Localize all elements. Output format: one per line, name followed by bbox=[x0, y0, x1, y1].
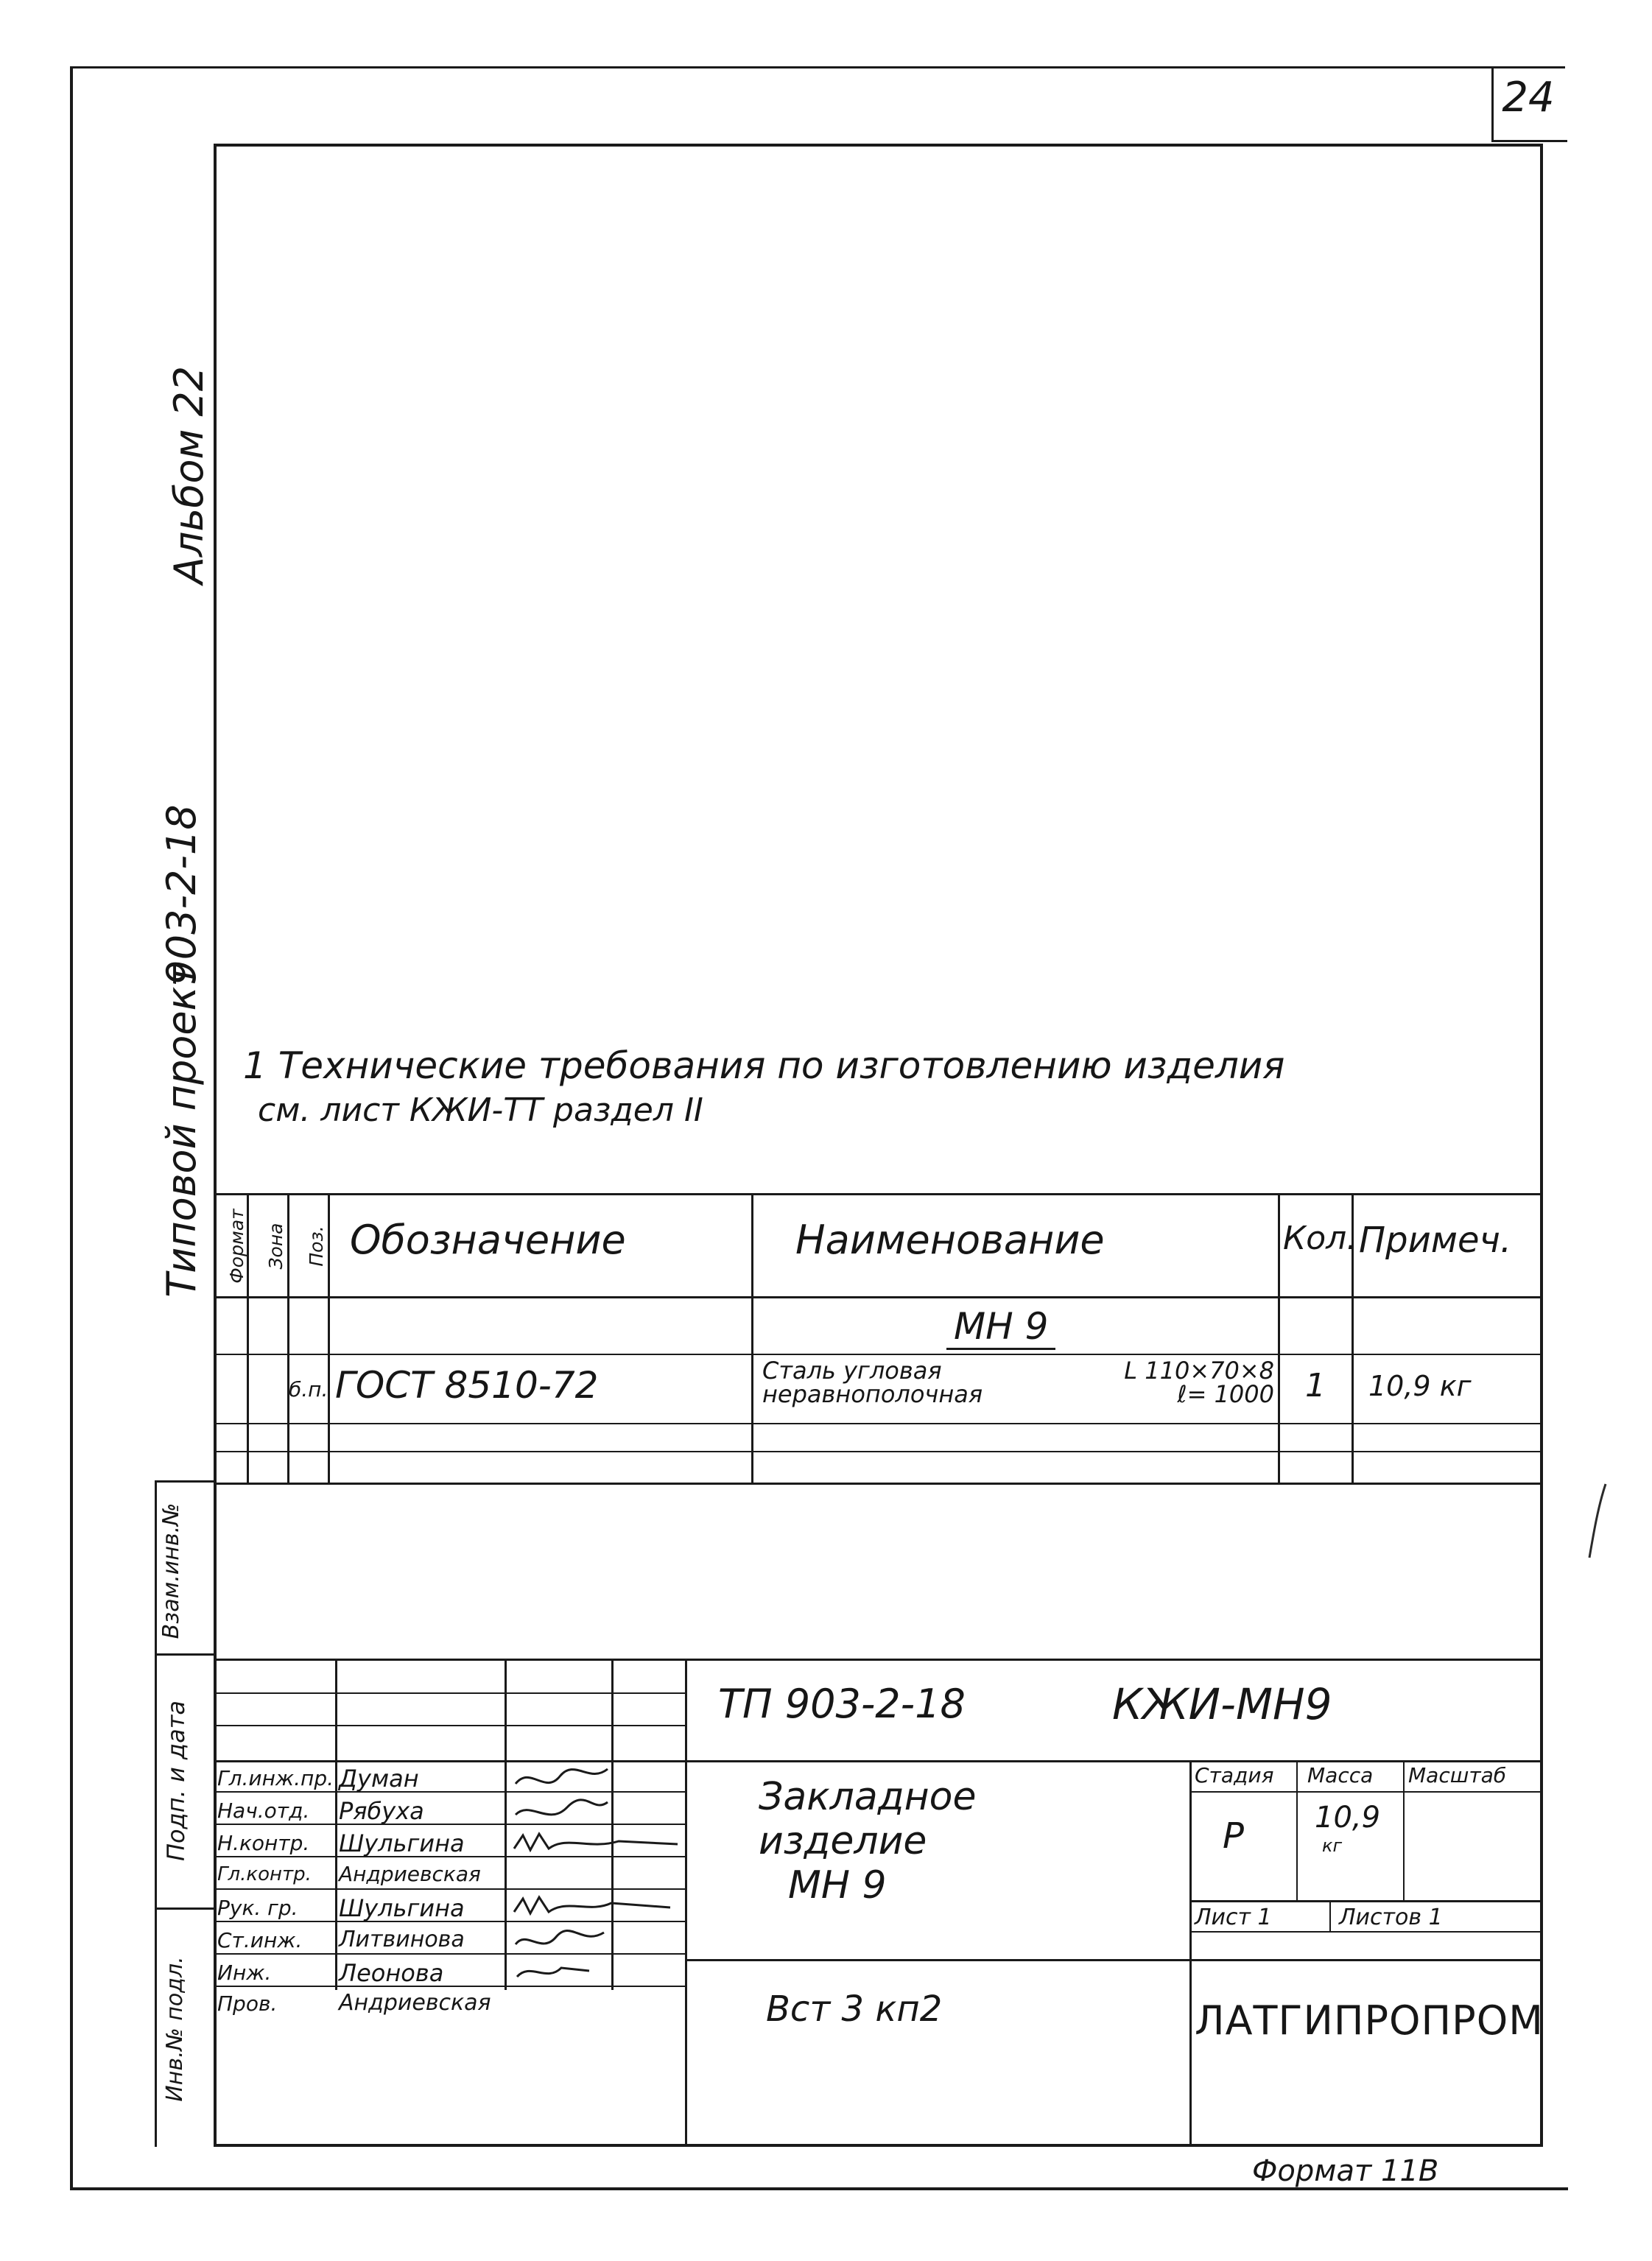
tb-col-rule-info bbox=[1189, 1760, 1192, 2147]
tb-top-rule bbox=[214, 1659, 1543, 1661]
tb-name-1: Думан bbox=[339, 1765, 419, 1793]
project-label: Типовой проект bbox=[158, 963, 205, 1298]
row-length: ℓ= 1000 bbox=[1177, 1380, 1274, 1408]
header-designation: Обозначение bbox=[350, 1217, 626, 1263]
tb-item-name-line-2: изделие bbox=[759, 1819, 927, 1863]
tb-name-4: Андриевская bbox=[339, 1862, 481, 1886]
tb-name-7: Леонова bbox=[339, 1959, 444, 1987]
tb-name-8: Андриевская bbox=[339, 1990, 491, 2016]
side-stamp-vzam-inv: Взам.инв.№ bbox=[158, 1502, 184, 1639]
side-stamp-rule-2 bbox=[155, 1907, 214, 1910]
tb-name-3: Шульгина bbox=[339, 1829, 465, 1857]
tb-item-name bbox=[759, 1775, 976, 1907]
tb-item-name-line-3: МН 9 bbox=[788, 1863, 887, 1907]
row-designation: ГОСТ 8510-72 bbox=[335, 1364, 599, 1407]
tb-stage-label: Стадия bbox=[1195, 1763, 1274, 1787]
tb-organization: ЛАТГИПРОПРОМ bbox=[1195, 1997, 1544, 2044]
tb-stage-label-rule bbox=[1189, 1791, 1543, 1793]
tb-col-rule-scale bbox=[1403, 1760, 1405, 1900]
header-qty: Кол. bbox=[1283, 1220, 1357, 1257]
row-name-line-1: Сталь угловая bbox=[762, 1357, 942, 1385]
header-format: Формат bbox=[226, 1209, 247, 1284]
header-name: Наименование bbox=[795, 1217, 1105, 1263]
spec-table-bottom-rule bbox=[214, 1483, 1543, 1485]
tb-material-top-rule bbox=[685, 1959, 1543, 1961]
group-title: МН 9 bbox=[946, 1305, 1055, 1350]
project-code: 903-2-18 bbox=[158, 804, 205, 985]
row-note: 10,9 кг bbox=[1368, 1370, 1472, 1402]
tb-role-8: Пров. bbox=[217, 1991, 278, 2016]
tb-name-5: Шульгина bbox=[339, 1894, 465, 1922]
tb-role-2: Нач.отд. bbox=[217, 1798, 310, 1823]
tb-col-rule-sheets bbox=[1329, 1900, 1331, 1931]
tb-material: Вст 3 кп2 bbox=[766, 1989, 943, 2030]
spec-table-top-rule bbox=[214, 1193, 1543, 1195]
tb-role-3: Н.контр. bbox=[217, 1831, 310, 1855]
album-label: Альбом 22 bbox=[166, 365, 212, 585]
tb-role-6: Ст.инж. bbox=[217, 1928, 303, 1952]
row-profile: L 110×70×8 bbox=[1124, 1357, 1274, 1385]
tb-scale-label: Масштаб bbox=[1408, 1763, 1507, 1787]
header-note: Примеч. bbox=[1359, 1220, 1512, 1261]
row-qty: 1 bbox=[1305, 1367, 1326, 1404]
side-stamp-inv-podl: Инв.№ подл. bbox=[162, 1956, 188, 2102]
header-zone: Зона bbox=[265, 1223, 287, 1270]
tb-mass: 10,9 bbox=[1315, 1801, 1381, 1835]
tb-col-rule-name bbox=[505, 1659, 507, 1990]
tb-col-rule-mass bbox=[1296, 1760, 1298, 1900]
spec-col-rule-name bbox=[1278, 1193, 1280, 1483]
tb-sheets-bottom-rule bbox=[1189, 1931, 1543, 1933]
tb-sheets-label: Листов 1 bbox=[1339, 1905, 1443, 1930]
note-line-2: см. лист КЖИ-ТТ раздел II bbox=[258, 1091, 703, 1129]
tb-doc-mark: КЖИ-МН9 bbox=[1112, 1679, 1332, 1729]
tb-name-2: Рябуха bbox=[339, 1797, 424, 1825]
tb-mass-label: Масса bbox=[1307, 1763, 1374, 1787]
tb-mass-unit: кг bbox=[1322, 1835, 1343, 1856]
row-size bbox=[1112, 1359, 1274, 1406]
tb-sheets-rule bbox=[1189, 1900, 1543, 1902]
tb-name-6: Литвинова bbox=[339, 1927, 465, 1952]
sheet-top-rule bbox=[70, 66, 1565, 68]
spec-col-rule-designation bbox=[751, 1193, 753, 1483]
row-name-line-2: неравнополочная bbox=[762, 1380, 983, 1408]
side-stamp-podp-data: Подп. и дата bbox=[162, 1701, 190, 1861]
tb-role-4: Гл.контр. bbox=[217, 1863, 312, 1885]
tb-blank-rule-2 bbox=[214, 1725, 685, 1726]
row-pos: б.п. bbox=[289, 1377, 328, 1402]
tb-stage: Р bbox=[1223, 1815, 1244, 1857]
sheet-number: 24 bbox=[1502, 74, 1555, 122]
signatures bbox=[508, 1762, 700, 1990]
spec-row-rule-2 bbox=[214, 1423, 1543, 1424]
tb-code-bottom-rule bbox=[214, 1760, 1543, 1762]
tb-item-name-line-1: Закладное bbox=[759, 1775, 977, 1819]
margin-mark bbox=[1584, 1480, 1613, 1561]
spec-row-rule-3 bbox=[214, 1451, 1543, 1452]
spec-header-bottom-rule bbox=[214, 1296, 1543, 1298]
tb-role-5: Рук. гр. bbox=[217, 1896, 298, 1920]
note-line-1: 1 Техничеcкие требования по изготовлению изделия bbox=[243, 1044, 1285, 1087]
header-pos: Поз. bbox=[306, 1226, 327, 1267]
tb-role-1: Гл.инж.пр. bbox=[217, 1766, 334, 1790]
tb-format: Формат 11В bbox=[1252, 2154, 1439, 2188]
spec-row-rule-1 bbox=[214, 1354, 1543, 1355]
tb-role-7: Инж. bbox=[217, 1961, 272, 1985]
tb-doc-code: ТП 903-2-18 bbox=[718, 1681, 966, 1727]
tb-sheet-label: Лист 1 bbox=[1195, 1905, 1272, 1930]
tb-blank-rule-1 bbox=[214, 1692, 685, 1694]
row-name bbox=[762, 1359, 983, 1406]
tb-col-rule-role bbox=[335, 1659, 337, 1990]
